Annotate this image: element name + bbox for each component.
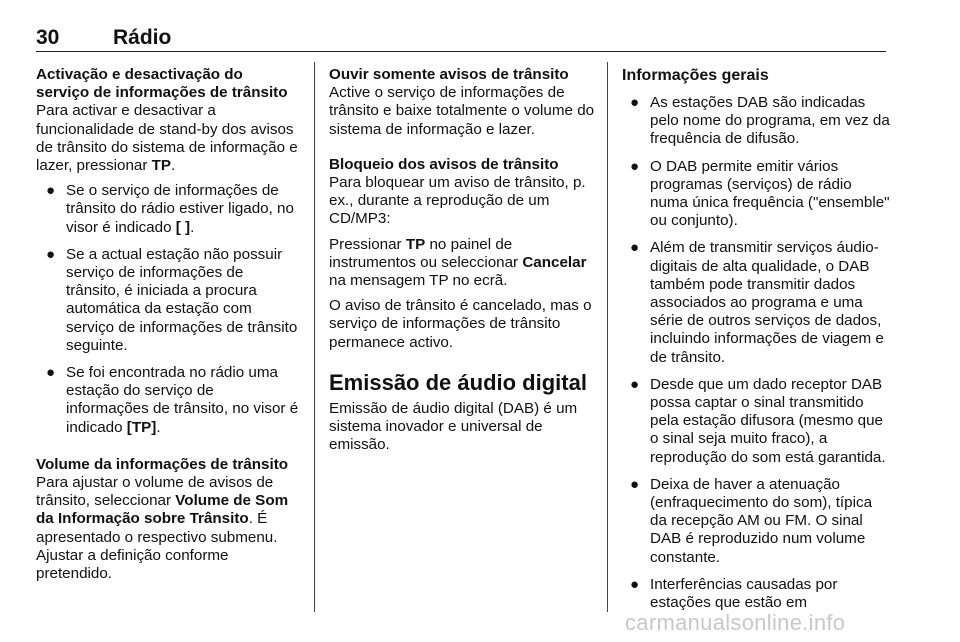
paragraph: Para activar e desactivar a funcionalidade de stand-by dos avisos de trânsito do sistema de informação e lazer, pressionar TP. [36, 102, 298, 175]
heading-traffic-only: Ouvir somente avisos de trânsito [329, 66, 569, 83]
section-title: Rádio [113, 26, 172, 49]
bullet-list [622, 94, 890, 612]
heading-traffic-on-off: Activação e desactivação do serviço de informações de trânsito [36, 66, 288, 102]
bullet-icon: ● [630, 375, 640, 393]
paragraph: O aviso de trânsito é cancelado, mas o serviço de informações de trânsito permanece activo. [329, 297, 592, 351]
heading-dab: Emissão de áudio digital [329, 369, 587, 395]
list-item: ● Se foi encontrada no rádio uma estação do serviço de informações de trânsito, no visor é indicado [TP]. [46, 364, 299, 436]
bullet-icon: ● [630, 575, 640, 593]
column-divider [314, 62, 315, 612]
paragraph: Active o serviço de informações de trânsito e baixe totalmente o volume do sistema de informação e lazer. [329, 84, 595, 138]
list-item: ● Se a actual estação não possuir serviço de informações de trânsito, é iniciada a procura automática da estação com serviço de informações de trânsito seguinte. [46, 245, 298, 354]
page-header [36, 26, 886, 52]
bullet-icon: ● [630, 157, 640, 175]
list-item: ● Interferências causadas por estações que estão em [630, 575, 838, 612]
paragraph: Pressionar TP no painel de instrumentos ou seleccionar Cancelar na mensagem TP no ecrã. [329, 235, 587, 290]
heading-general-info: Informações gerais [622, 67, 769, 84]
list-item: ● Se o serviço de informações de trânsito do rádio estiver ligado, no visor é indicado [ ]. [46, 182, 294, 236]
heading-traffic-volume: Volume da informações de trânsito [36, 455, 289, 473]
bullet-icon: ● [630, 239, 640, 257]
page-number: 30 [36, 26, 60, 49]
heading-traffic-block: Bloqueio dos avisos de trânsito [329, 155, 559, 173]
bullet-icon: ● [46, 182, 56, 200]
bullet-icon: ● [46, 364, 56, 382]
column-middle [329, 66, 595, 461]
bullet-icon: ● [630, 475, 640, 493]
list-item: ● O DAB permite emitir vários programas (serviços) de rádio numa única frequência ("ensemble" ou conjunto). [630, 157, 890, 230]
paragraph: Para ajustar o volume de avisos de trânsito, seleccionar Volume de Som da Informação sobre Trânsito. É apresentado o respectivo submenu. Ajustar a definição conforme pretendido. [36, 474, 289, 583]
paragraph: Emissão de áudio digital (DAB) é um sistema inovador e universal de emissão. [329, 399, 578, 454]
bullet-list [36, 182, 300, 437]
bullet-icon: ● [46, 245, 56, 263]
paragraph: Para bloquear um aviso de trânsito, p. ex., durante a reprodução de um CD/MP3: [329, 174, 586, 228]
list-item: ● Além de transmitir serviços áudio-digitais de alta qualidade, o DAB também pode transmitir dados associados ao programa e uma série de outros serviços de dados, incluindo informações de viagem e de trânsito. [630, 239, 884, 366]
column-right [622, 66, 890, 621]
list-item: ● As estações DAB são indicadas pelo nome do programa, em vez da frequência de difusão. [630, 94, 890, 148]
list-item: ● Deixa de haver a atenuação (enfraquecimento do som), típica da recepção AM ou FM. O sinal DAB é reproduzido num volume constante. [630, 475, 873, 566]
column-left [36, 66, 300, 590]
watermark: carmanualsonline.info [625, 610, 846, 635]
list-item: ● Desde que um dado receptor DAB possa captar o sinal transmitido pela estação difusora (mesmo que o sinal seja muito fraco), a reprodução do som está garantida. [630, 375, 886, 466]
bullet-icon: ● [630, 94, 640, 111]
column-divider [607, 62, 608, 612]
